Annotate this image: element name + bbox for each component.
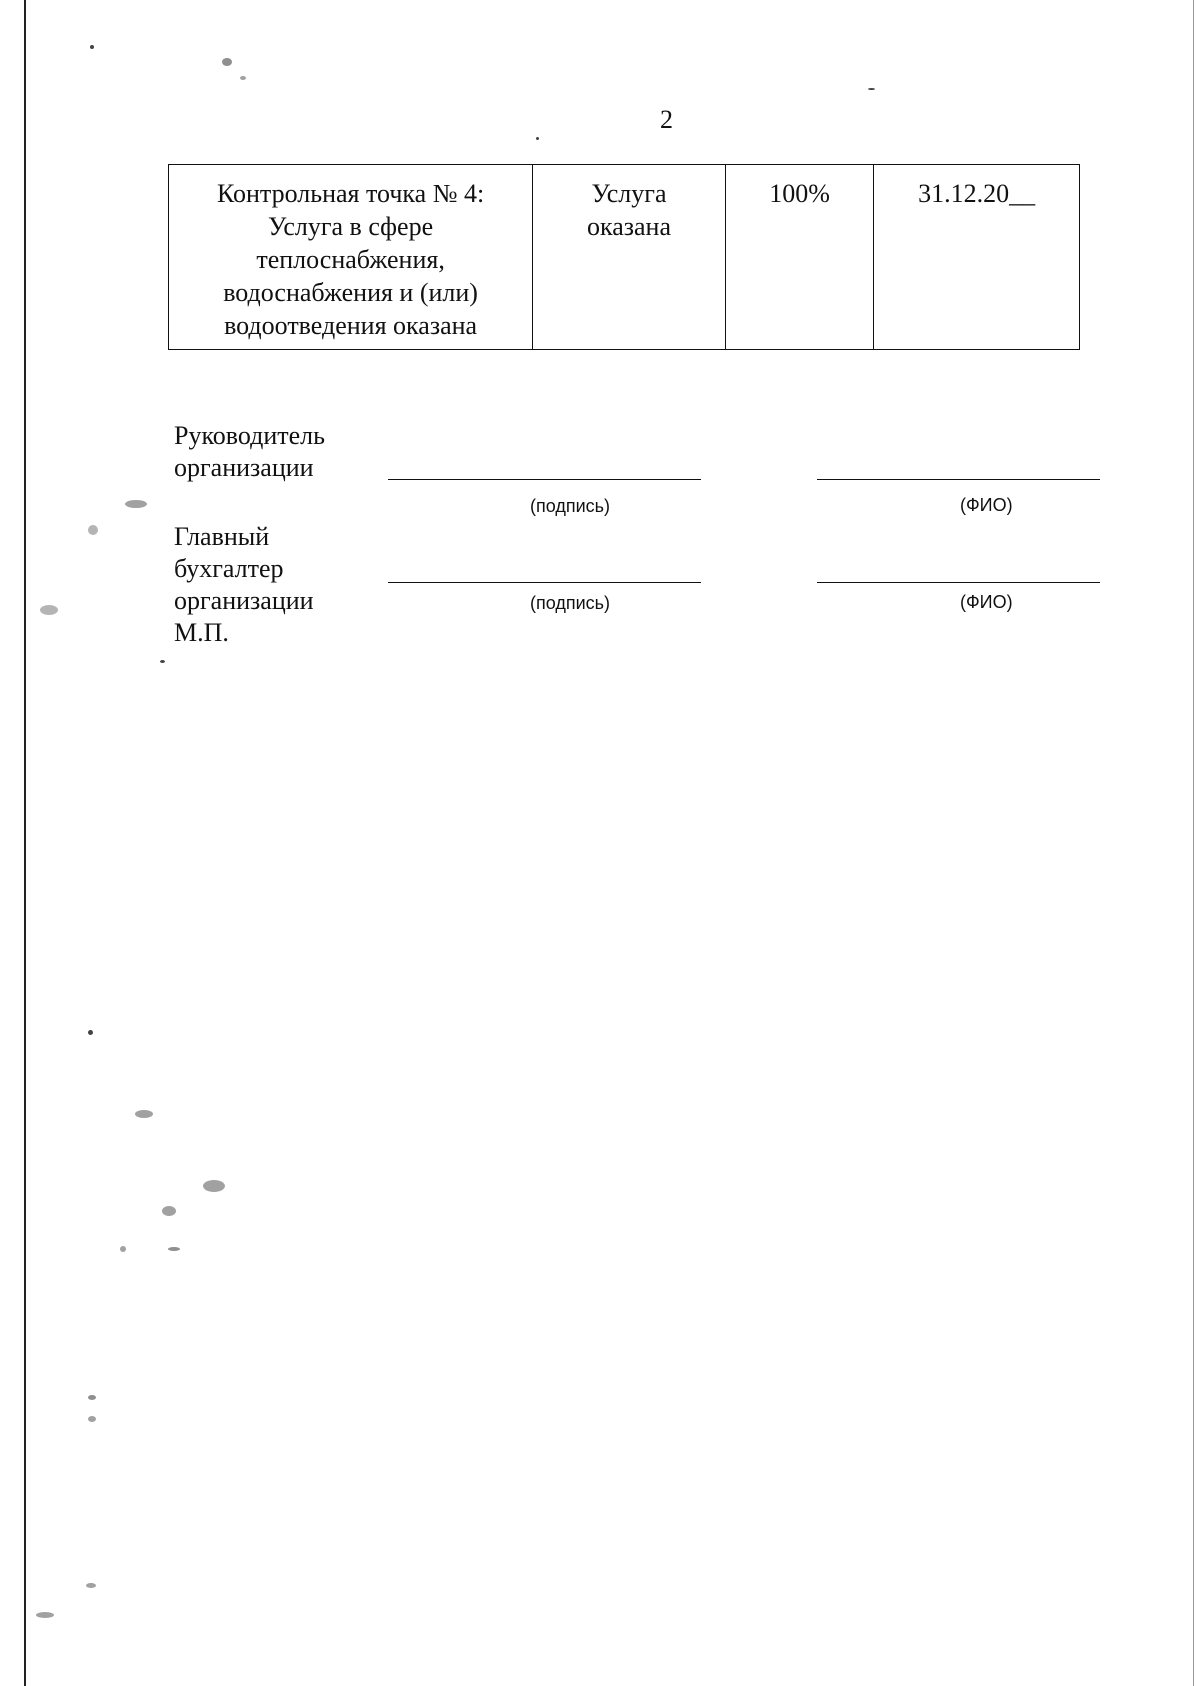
scan-speck xyxy=(135,1110,153,1118)
scan-speck xyxy=(90,45,94,49)
accountant-label-line: Главный xyxy=(174,522,270,551)
head-name-line xyxy=(817,479,1100,480)
percent-value: 100% xyxy=(769,179,830,208)
stamp-label: М.П. xyxy=(174,618,229,647)
checkpoint-line: Контрольная точка № 4: xyxy=(216,179,485,208)
table-row xyxy=(169,165,1080,350)
head-signature-caption: (подпись) xyxy=(530,496,611,516)
percent-cell xyxy=(725,165,873,350)
scan-speck xyxy=(536,137,539,140)
accountant-name-line xyxy=(817,582,1100,583)
head-label-line: организации xyxy=(174,453,314,482)
scan-speck xyxy=(36,1612,54,1618)
scan-speck xyxy=(120,1246,126,1252)
scan-speck xyxy=(868,88,875,90)
date-cell xyxy=(874,165,1080,350)
result-line: Услуга xyxy=(591,179,667,208)
checkpoint-line: водоотведения оказана xyxy=(224,311,478,340)
scan-speck xyxy=(168,1247,180,1251)
scan-speck xyxy=(125,500,147,508)
accountant-signature-caption: (подпись) xyxy=(530,593,611,613)
scan-speck xyxy=(88,1395,96,1400)
accountant-label-line: бухгалтер xyxy=(174,554,284,583)
checkpoint-table xyxy=(168,164,1080,350)
scan-speck xyxy=(240,76,246,80)
checkpoint-line: теплоснабжения, xyxy=(256,245,445,274)
result-line: оказана xyxy=(586,212,672,241)
scan-speck xyxy=(162,1206,176,1216)
accountant-signature-line xyxy=(388,582,701,583)
scan-speck xyxy=(88,1030,93,1035)
scan-speck xyxy=(40,605,58,615)
scan-speck xyxy=(160,660,165,663)
scan-speck xyxy=(86,1583,96,1588)
head-label-line: Руководитель xyxy=(174,421,325,450)
scan-speck xyxy=(88,1416,96,1422)
accountant-label xyxy=(174,521,314,649)
right-page-edge xyxy=(1193,0,1194,1686)
left-binding-edge xyxy=(24,0,26,1686)
scan-speck xyxy=(88,525,98,535)
head-label xyxy=(174,420,325,484)
head-signature-line xyxy=(388,479,701,480)
accountant-name-caption: (ФИО) xyxy=(960,592,1013,612)
checkpoint-cell xyxy=(169,165,533,350)
scan-speck xyxy=(222,58,232,66)
page-number: 2 xyxy=(660,105,673,134)
accountant-label-line: организации xyxy=(174,586,314,615)
result-cell xyxy=(533,165,726,350)
checkpoint-line: Услуга в сфере xyxy=(268,212,434,241)
checkpoint-line: водоснабжения и (или) xyxy=(223,278,478,307)
date-value: 31.12.20__ xyxy=(918,179,1036,208)
head-name-caption: (ФИО) xyxy=(960,495,1013,515)
scan-speck xyxy=(203,1180,225,1192)
